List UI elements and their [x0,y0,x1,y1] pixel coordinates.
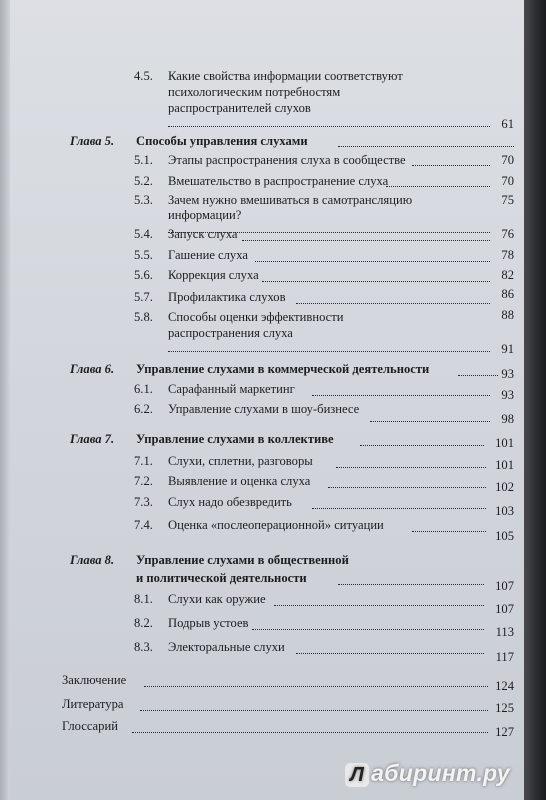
toc-entry-5-1 [134,153,406,168]
entry-title: Электоральные слухи [168,640,285,654]
leader-dots [144,686,488,687]
chapter-label: Глава 6. [70,362,115,376]
entry-page: 127 [495,725,514,739]
entry-number: 4.5. [134,69,153,83]
toc-glossary: Глоссарий [62,719,118,733]
leader-dots [360,445,484,446]
entry-page: 91 [501,342,514,356]
entry-page: 98 [501,412,514,426]
leader-dots [370,421,490,422]
leader-dots [296,653,484,654]
toc-chapter-7 [70,432,334,447]
entry-page: 113 [495,625,514,639]
entry-number: 5.2. [134,174,153,188]
leader-dots [338,584,484,585]
entry-title-line3: распространителей слухов [168,101,311,115]
chapter-title: Управление слухами в коммерческой деятельности [136,362,430,376]
entry-title: Управление слухами в шоу-бизнесе [168,402,360,416]
entry-title-line2: информации? [168,208,242,222]
entry-number: 8.1. [134,592,153,606]
entry-title: Вмешательство в распространение слуха [168,174,389,188]
watermark [345,760,510,787]
entry-page: 76 [501,227,514,241]
entry-page: 86 [501,287,514,301]
entry-page: 117 [495,650,514,664]
toc-entry-5-7 [134,290,286,305]
entry-title: Профилактика слухов [168,290,286,304]
entry-title: Коррекция слуха [168,268,259,282]
toc-entry-7-4 [134,518,384,533]
leader-dots [296,303,490,304]
chapter-title: Управление слухами в коллективе [136,432,334,446]
entry-number: 5.4. [134,227,153,241]
entry-title: Слухи, сплетни, разговоры [168,454,313,468]
entry-number: 7.3. [134,495,153,509]
entry-number: 7.2. [134,474,153,488]
entry-page: 103 [495,504,514,518]
entry-page: 101 [495,436,514,450]
entry-title-line1: Какие свойства информации соответствуют [168,69,403,83]
entry-page: 124 [495,679,514,693]
labirint-logo-icon: Л [345,763,369,787]
toc-entry-5-2 [134,174,388,189]
entry-number: 5.5. [134,248,153,262]
leader-dots [412,165,490,166]
entry-title: Этапы распространения слуха в сообществе [168,153,406,167]
entry-number: 6.2. [134,402,153,416]
leader-dots [132,732,488,733]
entry-page: 107 [495,579,514,593]
toc-entry-7-2 [134,474,310,489]
chapter-label: Глава 8. [70,553,115,567]
entry-page: 102 [495,480,514,494]
toc-entry-5-4 [134,227,238,242]
entry-title: Выявление и оценка слуха [168,474,311,488]
leader-dots [412,531,486,532]
page-spine-edge [0,0,10,800]
entry-title: Оценка «послеоперационной» ситуации [168,518,384,532]
entry-title-line1: Способы оценки эффективности [168,310,344,324]
entry-page: 61 [501,117,514,131]
toc-entry-5-6 [134,268,259,283]
leader-dots [168,126,490,127]
entry-page: 107 [495,602,514,616]
leader-dots [386,186,490,187]
adjacent-page-edge [524,0,546,800]
entry-number: 5.8. [134,310,153,324]
toc-entry-5-3 [134,193,412,208]
toc-entry-8-2 [134,616,249,631]
leader-dots [274,605,484,606]
chapter-title-line2: и политической деятельности [136,571,307,585]
entry-page: 88 [501,308,514,322]
entry-number: 5.3. [134,193,153,207]
leader-dots [168,351,490,352]
leader-dots [140,710,488,711]
entry-title: Гашение слуха [168,248,248,262]
toc-literature: Литература [62,697,124,711]
watermark-text: абиринт.ру [371,760,510,786]
entry-title: Подрыв устоев [168,616,249,630]
toc-chapter-8 [70,553,349,568]
toc-chapter-6 [70,362,429,377]
toc-entry-8-3 [134,640,285,655]
leader-dots [242,240,490,241]
leader-dots [252,629,484,630]
entry-page: 82 [501,268,514,282]
entry-number: 7.4. [134,518,153,532]
entry-page: 70 [501,174,514,188]
entry-page: 93 [501,388,514,402]
entry-number: 5.6. [134,268,153,282]
toc-entry-7-1 [134,454,313,469]
entry-title-line2: распространения слуха [168,326,293,340]
leader-dots [328,487,486,488]
entry-title: Слух надо обезвредить [168,495,292,509]
leader-dots [255,261,490,262]
entry-page: 78 [501,248,514,262]
entry-number: 5.7. [134,290,153,304]
toc-chapter-5 [70,134,308,149]
entry-page: 75 [501,193,514,207]
chapter-title-line1: Управление слухами в общественной [136,553,349,567]
toc-entry-8-1 [134,592,266,607]
entry-number: 5.1. [134,153,153,167]
entry-page: 125 [495,701,514,715]
toc-entry-7-3 [134,495,292,510]
entry-page: 105 [495,529,514,543]
entry-number: 8.2. [134,616,153,630]
toc-entry-6-2 [134,402,359,417]
chapter-title: Способы управления слухами [136,134,308,148]
toc-entry-6-1 [134,382,295,397]
entry-page: 101 [495,458,514,472]
entry-title: Слухи как оружие [168,592,266,606]
entry-title-line1: Зачем нужно вмешиваться в самотрансляцию [168,193,413,207]
leader-dots [336,467,486,468]
entry-number: 7.1. [134,454,153,468]
entry-title: Сарафанный маркетинг [168,382,295,396]
leader-dots [262,281,490,282]
entry-number: 6.1. [134,382,153,396]
toc-entry-5-5 [134,248,248,263]
chapter-label: Глава 7. [70,432,115,446]
entry-page: 70 [501,153,514,167]
leader-dots [338,146,514,147]
entry-number: 8.3. [134,640,153,654]
chapter-label: Глава 5. [70,134,115,148]
entry-page: 93 [501,367,514,381]
toc-conclusion: Заключение [62,673,127,687]
entry-title: Запуск слуха [168,227,238,241]
leader-dots [312,395,490,396]
toc-entry-5-8 [134,310,344,325]
entry-title-line2: психологическим потребностям [168,85,341,99]
toc-entry-4-5 [134,69,403,84]
leader-dots [312,508,486,509]
